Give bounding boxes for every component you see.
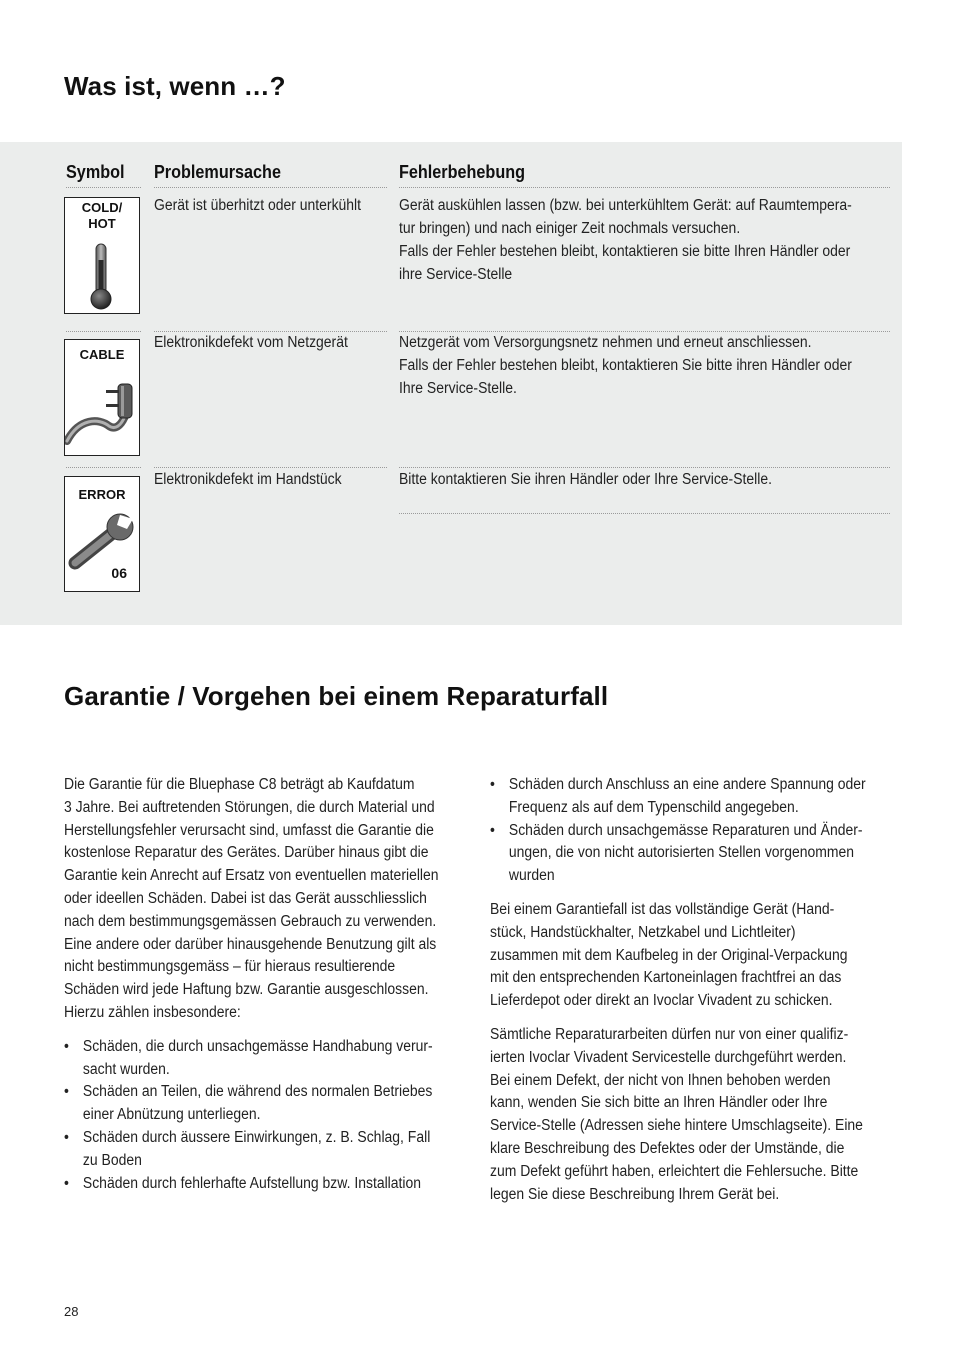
fix-cell: [399, 331, 852, 400]
section-title-warranty: Garantie / Vorgehen bei einem Reparaturfall: [64, 681, 609, 711]
divider: [66, 331, 141, 332]
text-line: Ihre Service-Stelle.: [399, 380, 517, 397]
divider: [66, 467, 141, 468]
text-line: Sämtliche Reparaturarbeiten dürfen nur von einer qualifiz-: [490, 1025, 849, 1043]
bullet: •: [64, 1128, 69, 1146]
bullet: •: [64, 1083, 69, 1101]
page-number: 28: [64, 1304, 79, 1319]
text-line: Lieferdepot oder direkt an Ivoclar Vivadent zu schicken.: [490, 992, 833, 1010]
text-line: Hierzu zählen insbesondere:: [64, 1003, 241, 1021]
text-line: stück, Handstückhalter, Netzkabel und Lichtleiter): [490, 923, 796, 941]
list-item: [490, 774, 884, 820]
text-line: zu Boden: [82, 1151, 142, 1169]
text-line: ungen, die von nicht autorisierten Stellen vorgenommen: [508, 844, 854, 862]
text-line: Schäden durch unsachgemässe Reparaturen und Änder-: [508, 821, 863, 839]
cause-cell: Elektronikdefekt vom Netzgerät: [154, 334, 348, 351]
text-line: ierten Ivoclar Vivadent Servicestelle durchgeführt werden.: [490, 1048, 847, 1066]
text-line: Bei einem Defekt, der nicht von Ihnen behoben werden: [490, 1071, 831, 1089]
bullet: •: [64, 1174, 69, 1192]
text-line: Gerät auskühlen lassen (bzw. bei unterkühltem Gerät: auf Raumtempera-: [399, 197, 852, 214]
text-line: Die Garantie für die Bluephase C8 beträgt ab Kaufdatum: [64, 776, 415, 793]
text-line: oder ideellen Schäden. Dabei ist das Gerät ausschliesslich: [64, 889, 427, 907]
text-line: Herstellungsfehler verursacht sind, umfasst die Garantie die: [64, 821, 434, 839]
text-line: kostenlose Reparatur des Gerätes. Darüber hinaus gibt die: [64, 844, 429, 862]
header-symbol: Symbol: [66, 162, 125, 182]
text-line: Falls der Fehler bestehen bleibt, kontaktieren Sie bitte ihren Händler oder: [399, 357, 852, 374]
text-line: Schäden, die durch unsachgemässe Handhabung verur-: [82, 1037, 433, 1055]
text-line: mit den entsprechenden Kartoneinlagen frachtfrei an das: [490, 969, 842, 987]
exclusions-list: [64, 1036, 458, 1196]
text-line: Falls der Fehler bestehen bleibt, kontaktieren sie bitte Ihren Händler oder: [399, 243, 851, 260]
symbol-label: CABLE: [79, 347, 125, 362]
text-line: ihre Service-Stelle: [399, 266, 513, 283]
bullet: •: [64, 1037, 69, 1055]
text-line: sacht wurden.: [82, 1060, 170, 1078]
list-item: [64, 1081, 458, 1127]
text-line: klare Beschreibung des Defektes oder der Umstände, die: [490, 1139, 845, 1157]
fix-cell: [399, 468, 772, 491]
text-line: Bei einem Garantiefall ist das vollständige Gerät (Hand-: [490, 900, 835, 918]
text-line: Eine andere oder darüber hinausgehende Benutzung gilt als: [64, 935, 437, 953]
symbol-label: COLD/ HOT: [81, 200, 123, 231]
text-line: einer Abnützung unterliegen.: [82, 1106, 261, 1124]
bullet: •: [490, 821, 495, 839]
text-line: nach dem bestimmungsgemässen Gebrauch zu verwenden.: [64, 912, 437, 930]
divider: [399, 513, 890, 514]
bullet: •: [490, 776, 495, 793]
divider: [66, 187, 141, 188]
text-line: Schäden durch fehlerhafte Aufstellung bzw. Installation: [82, 1174, 422, 1192]
text-line: Netzgerät vom Versorgungsnetz nehmen und erneut anschliessen.: [399, 334, 812, 351]
text-line: kann, wenden Sie sich bitte an Ihren Händler oder Ihre: [490, 1094, 828, 1112]
warranty-shipping-paragraph: [490, 899, 884, 1013]
text-line: 3 Jahre. Bei auftretenden Störungen, die durch Material und: [64, 798, 435, 816]
text-line: Schäden durch Anschluss an eine andere Spannung oder: [508, 776, 866, 793]
text-line: Service-Stelle (Adressen siehe hintere Umschlagseite). Eine: [490, 1117, 863, 1135]
list-item: [64, 1127, 458, 1173]
list-item: [64, 1173, 458, 1196]
list-item: [490, 820, 884, 888]
text-line: tur bringen) und nach einiger Zeit nochmals versuchen.: [399, 220, 741, 237]
text-line: zum Defekt geführt haben, erleichtert die Fehlersuche. Bitte: [490, 1162, 859, 1180]
warranty-repair-paragraph: [490, 1024, 884, 1206]
divider: [399, 187, 890, 188]
symbol-label: ERROR: [78, 487, 126, 502]
cause-cell: Gerät ist überhitzt oder unterkühlt: [154, 197, 362, 214]
text-line: Schäden durch äussere Einwirkungen, z. B. Schlag, Fall: [82, 1128, 431, 1146]
cause-cell: Elektronikdefekt im Handstück: [154, 471, 342, 488]
warranty-left-column: [64, 774, 458, 1206]
symbol-error-code: 06: [111, 565, 127, 581]
text-line: wurden: [508, 867, 555, 885]
warranty-intro: [64, 774, 458, 1025]
symbol-error: [64, 476, 140, 592]
text-line: Bitte kontaktieren Sie ihren Händler oder Ihre Service-Stelle.: [399, 471, 772, 488]
symbol-cable: [64, 339, 140, 456]
text-line: Garantie kein Anrecht auf Ersatz von eventuellen materiellen: [64, 867, 439, 885]
text-line: zusammen mit dem Kaufbeleg in der Original-Verpackung: [490, 946, 848, 964]
text-line: Schäden wird jede Haftung bzw. Garantie ausgeschlossen.: [64, 981, 429, 999]
warranty-right-column: [490, 774, 884, 1217]
list-item: [64, 1036, 458, 1082]
header-fix: Fehlerbehebung: [399, 162, 526, 182]
text-line: nicht bestimmungsgemäss – für hieraus resultierende: [64, 958, 396, 976]
exclusions-list-continued: [490, 774, 884, 888]
divider: [154, 187, 387, 188]
text-line: Schäden an Teilen, die während des normalen Betriebes: [82, 1083, 433, 1101]
text-line: Frequenz als auf dem Typenschild angegeben.: [508, 798, 799, 816]
fix-cell: [399, 194, 852, 286]
text-line: legen Sie diese Beschreibung Ihrem Gerät bei.: [490, 1185, 780, 1203]
header-cause: Problemursache: [154, 162, 281, 182]
symbol-cold-hot: [64, 197, 140, 314]
section-title-troubleshooting: Was ist, wenn …?: [64, 71, 286, 101]
